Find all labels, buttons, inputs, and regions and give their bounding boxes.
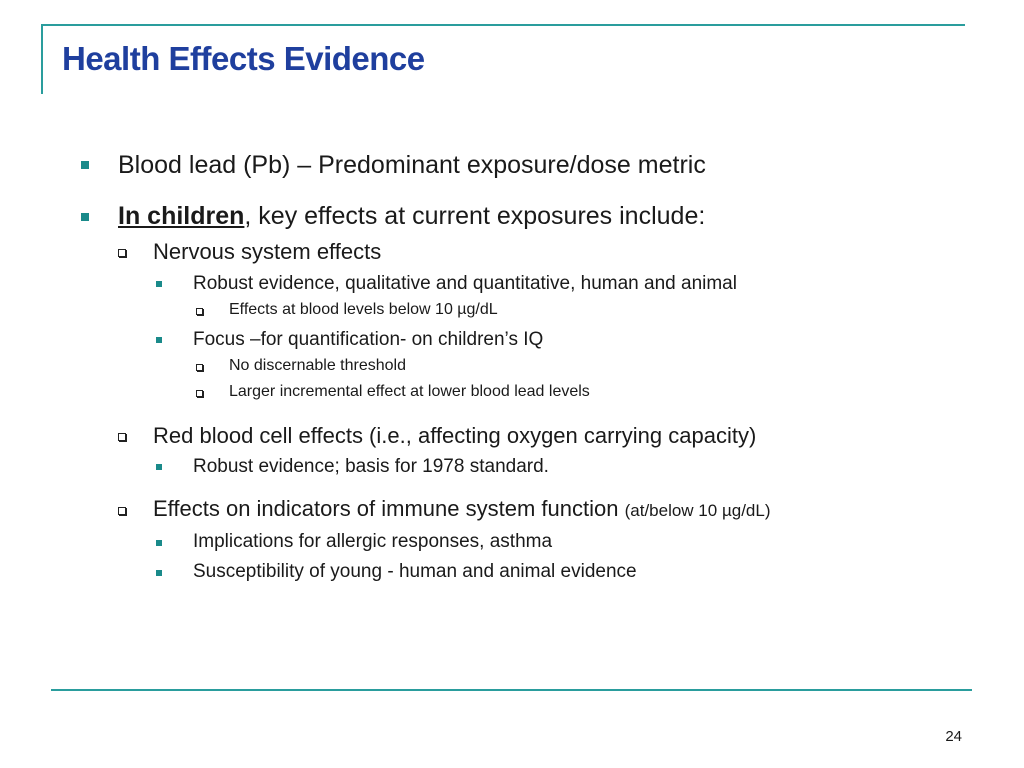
bullet-red-blood-cell: Red blood cell effects (i.e., affecting oxygen carrying capacity): [153, 423, 757, 448]
square-bullet-icon: [156, 464, 162, 470]
emphasis-in-children: In children: [118, 202, 245, 230]
square-bullet-icon: [156, 540, 162, 546]
square-bullet-icon: [81, 161, 89, 169]
checkbox-bullet-icon: [118, 507, 126, 515]
bullet-susceptibility-young: Susceptibility of young - human and animal evidence: [193, 561, 637, 582]
checkbox-bullet-icon: [196, 308, 203, 315]
immune-system-text: Effects on indicators of immune system function: [153, 496, 619, 521]
square-bullet-icon: [156, 570, 162, 576]
page-number: 24: [945, 728, 962, 745]
bullet-larger-incremental: Larger incremental effect at lower blood lead levels: [229, 383, 590, 400]
bullet-immune-system: [153, 496, 771, 522]
bullet-no-threshold: No discernable threshold: [229, 357, 406, 374]
bullet-in-children: [118, 202, 705, 231]
immune-system-note: (at/below 10 µg/dL): [624, 501, 771, 520]
checkbox-bullet-icon: [118, 433, 126, 441]
bullet-allergic-responses: Implications for allergic responses, asthma: [193, 531, 553, 552]
checkbox-bullet-icon: [196, 364, 203, 371]
title-accent-vertical-rule: [41, 24, 43, 94]
square-bullet-icon: [81, 213, 89, 221]
title-accent-horizontal-rule: [41, 24, 965, 26]
bullet-nervous-system: Nervous system effects: [153, 239, 382, 264]
bullet-in-children-rest: , key effects at current exposures include:: [244, 202, 706, 230]
footer-rule: [51, 689, 972, 691]
bullet-blood-lead: Blood lead (Pb) – Predominant exposure/dose metric: [118, 151, 706, 179]
slide-title: Health Effects Evidence: [62, 40, 425, 77]
checkbox-bullet-icon: [118, 249, 126, 257]
bullet-robust-evidence-1978: Robust evidence; basis for 1978 standard.: [193, 456, 549, 477]
checkbox-bullet-icon: [196, 390, 203, 397]
square-bullet-icon: [156, 281, 162, 287]
bullet-robust-evidence-nervous: Robust evidence, qualitative and quantitative, human and animal: [193, 273, 737, 294]
square-bullet-icon: [156, 337, 162, 343]
bullet-effects-below-10: Effects at blood levels below 10 µg/dL: [229, 301, 498, 318]
bullet-focus-iq: Focus –for quantification- on children’s IQ: [193, 329, 544, 350]
